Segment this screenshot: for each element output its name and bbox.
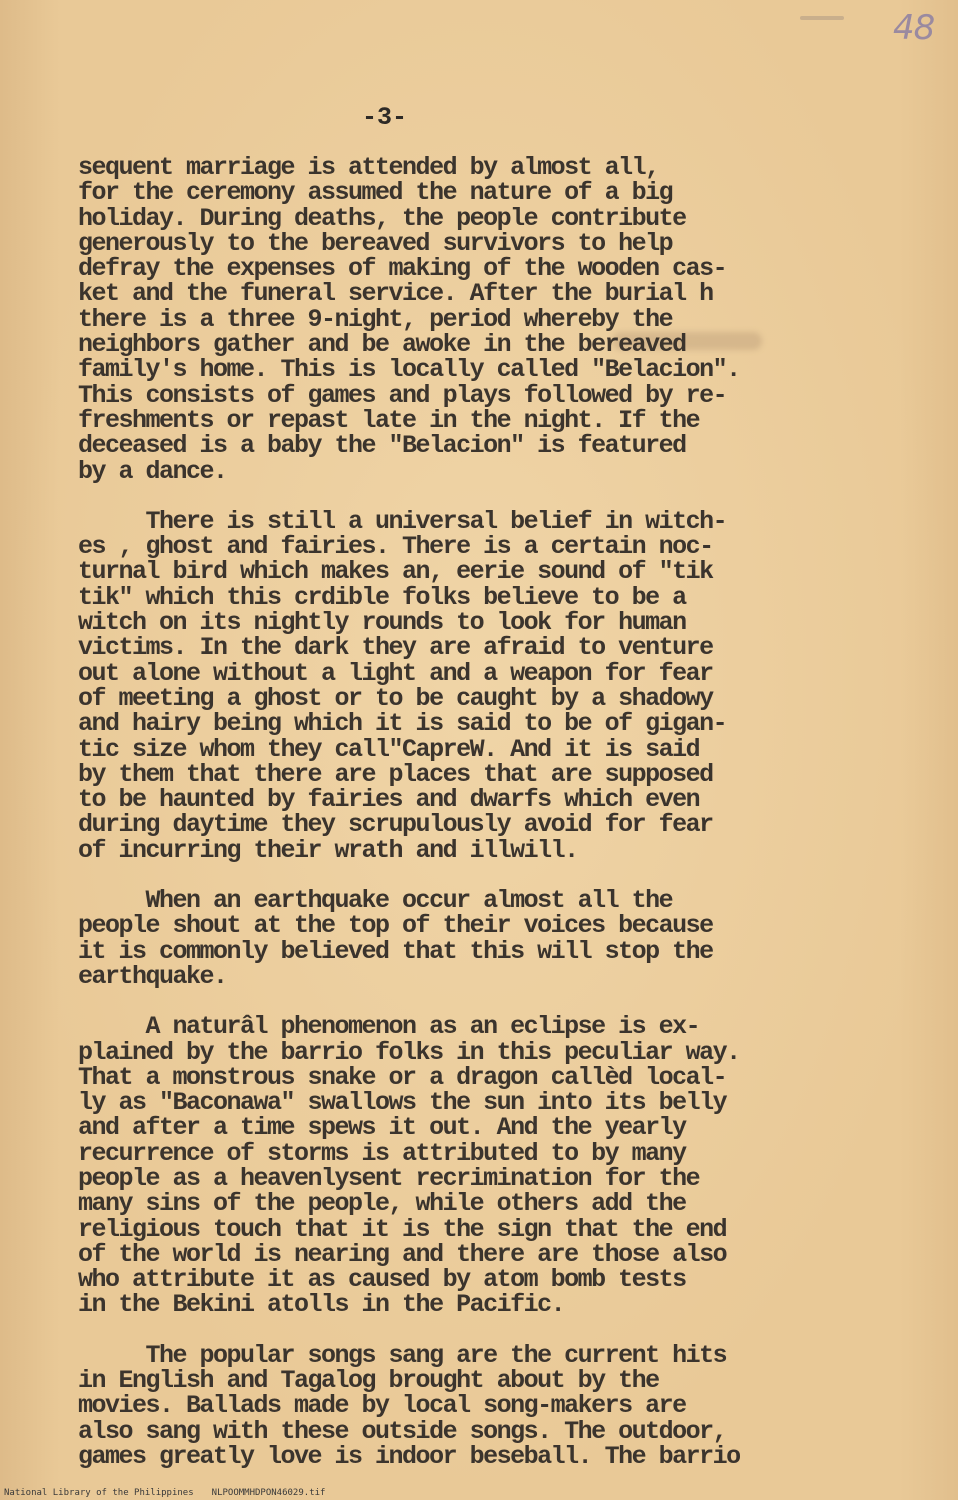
text-line: holiday. During deaths, the people contribute bbox=[78, 203, 686, 233]
text-line: neighbors gather and be awoke in the bereaved bbox=[78, 330, 686, 360]
text-line: A naturâl phenomenon as an eclipse is ex- bbox=[78, 1012, 700, 1042]
text-line: witch on its nightly rounds to look for human bbox=[78, 608, 686, 638]
text-line: religious touch that it is the sign that the end bbox=[78, 1214, 727, 1244]
text-line: There is still a universal belief in witch- bbox=[78, 506, 727, 536]
text-line: movies. Ballads made by local song-makers are bbox=[78, 1391, 686, 1421]
text-line: to be haunted by fairies and dwarfs which even bbox=[78, 785, 700, 815]
text-line: earthquake. bbox=[78, 961, 227, 991]
text-line: during daytime they scrupulously avoid for fear bbox=[78, 810, 713, 840]
text-line: The popular songs sang are the current hits bbox=[78, 1340, 727, 1370]
paragraph bbox=[78, 506, 818, 865]
text-line: for the ceremony assumed the nature of a big bbox=[78, 178, 673, 208]
text-line: of meeting a ghost or to be caught by a shadowy bbox=[78, 683, 713, 713]
text-line: in English and Tagalog brought about by the bbox=[78, 1366, 659, 1396]
text-line: people as a heavenlysent recrimination for the bbox=[78, 1163, 700, 1193]
text-line: That a monstrous snake or a dragon callèd local- bbox=[78, 1062, 727, 1092]
text-line: there is a three 9-night, period whereby the bbox=[78, 304, 673, 334]
handwritten-page-number: 48 bbox=[893, 8, 935, 48]
text-line: also sang with these outside songs. The outdoor, bbox=[78, 1416, 727, 1446]
text-line: of incurring their wrath and illwill. bbox=[78, 835, 578, 865]
text-line: freshments or repast late in the night. If the bbox=[78, 405, 700, 435]
text-line: generously to the bereaved survivors to help bbox=[78, 228, 673, 258]
typed-text-body bbox=[78, 155, 818, 1494]
paragraph bbox=[78, 155, 818, 484]
text-line: and after a time spews it out. And the yearly bbox=[78, 1113, 686, 1143]
text-line: games greatly love is indoor beseball. The barrio bbox=[78, 1441, 740, 1471]
text-line: by them that there are places that are supposed bbox=[78, 759, 713, 789]
text-line: ket and the funeral service. After the burial h bbox=[78, 279, 713, 309]
text-line: and hairy being which it is said to be of gigan- bbox=[78, 709, 727, 739]
text-line: victims. In the dark they are afraid to venture bbox=[78, 633, 713, 663]
text-line: ly as "Baconawa" swallows the sun into its belly bbox=[78, 1088, 727, 1118]
paragraph bbox=[78, 888, 818, 989]
footer-filename: NLPOOMMHDPON46029.tif bbox=[211, 1488, 326, 1498]
text-line: by a dance. bbox=[78, 456, 227, 486]
text-line: recurrence of storms is attributed to by many bbox=[78, 1138, 686, 1168]
footer-library: National Library of the Philippines bbox=[4, 1488, 194, 1498]
text-line: in the Bekini atolls in the Pacific. bbox=[78, 1290, 565, 1320]
text-line: sequent marriage is attended by almost all, bbox=[78, 153, 659, 182]
text-line: who attribute it as caused by atom bomb tests bbox=[78, 1265, 686, 1295]
scan-footer bbox=[4, 1488, 343, 1498]
text-line: people shout at the top of their voices because bbox=[78, 911, 713, 941]
text-line: tic size whom they call"CapreW. And it is said bbox=[78, 734, 700, 764]
text-line: many sins of the people, while others add the bbox=[78, 1189, 686, 1219]
text-line: family's home. This is locally called "Belacion". bbox=[78, 355, 740, 385]
text-line: it is commonly believed that this will stop the bbox=[78, 936, 713, 966]
text-line: out alone without a light and a weapon for fear bbox=[78, 658, 713, 688]
text-line: es , ghost and fairies. There is a certain noc- bbox=[78, 532, 713, 562]
text-line: of the world is nearing and there are those also bbox=[78, 1239, 727, 1269]
stamp-mark bbox=[800, 16, 844, 20]
text-line: This consists of games and plays followed by re- bbox=[78, 380, 727, 410]
paragraph bbox=[78, 1014, 818, 1318]
text-line: plained by the barrio folks in this peculiar way. bbox=[78, 1037, 740, 1067]
paragraph bbox=[78, 1340, 818, 1471]
text-line: defray the expenses of making of the wooden cas- bbox=[78, 254, 727, 284]
text-line: When an earthquake occur almost all the bbox=[78, 886, 673, 916]
page-number: -3- bbox=[362, 103, 408, 132]
text-line: tik" which this crdible folks believe to be a bbox=[78, 582, 686, 612]
text-line: deceased is a baby the "Belacion" is featured bbox=[78, 431, 686, 461]
text-line: turnal bird which makes an, eerie sound of "tik bbox=[78, 557, 713, 587]
